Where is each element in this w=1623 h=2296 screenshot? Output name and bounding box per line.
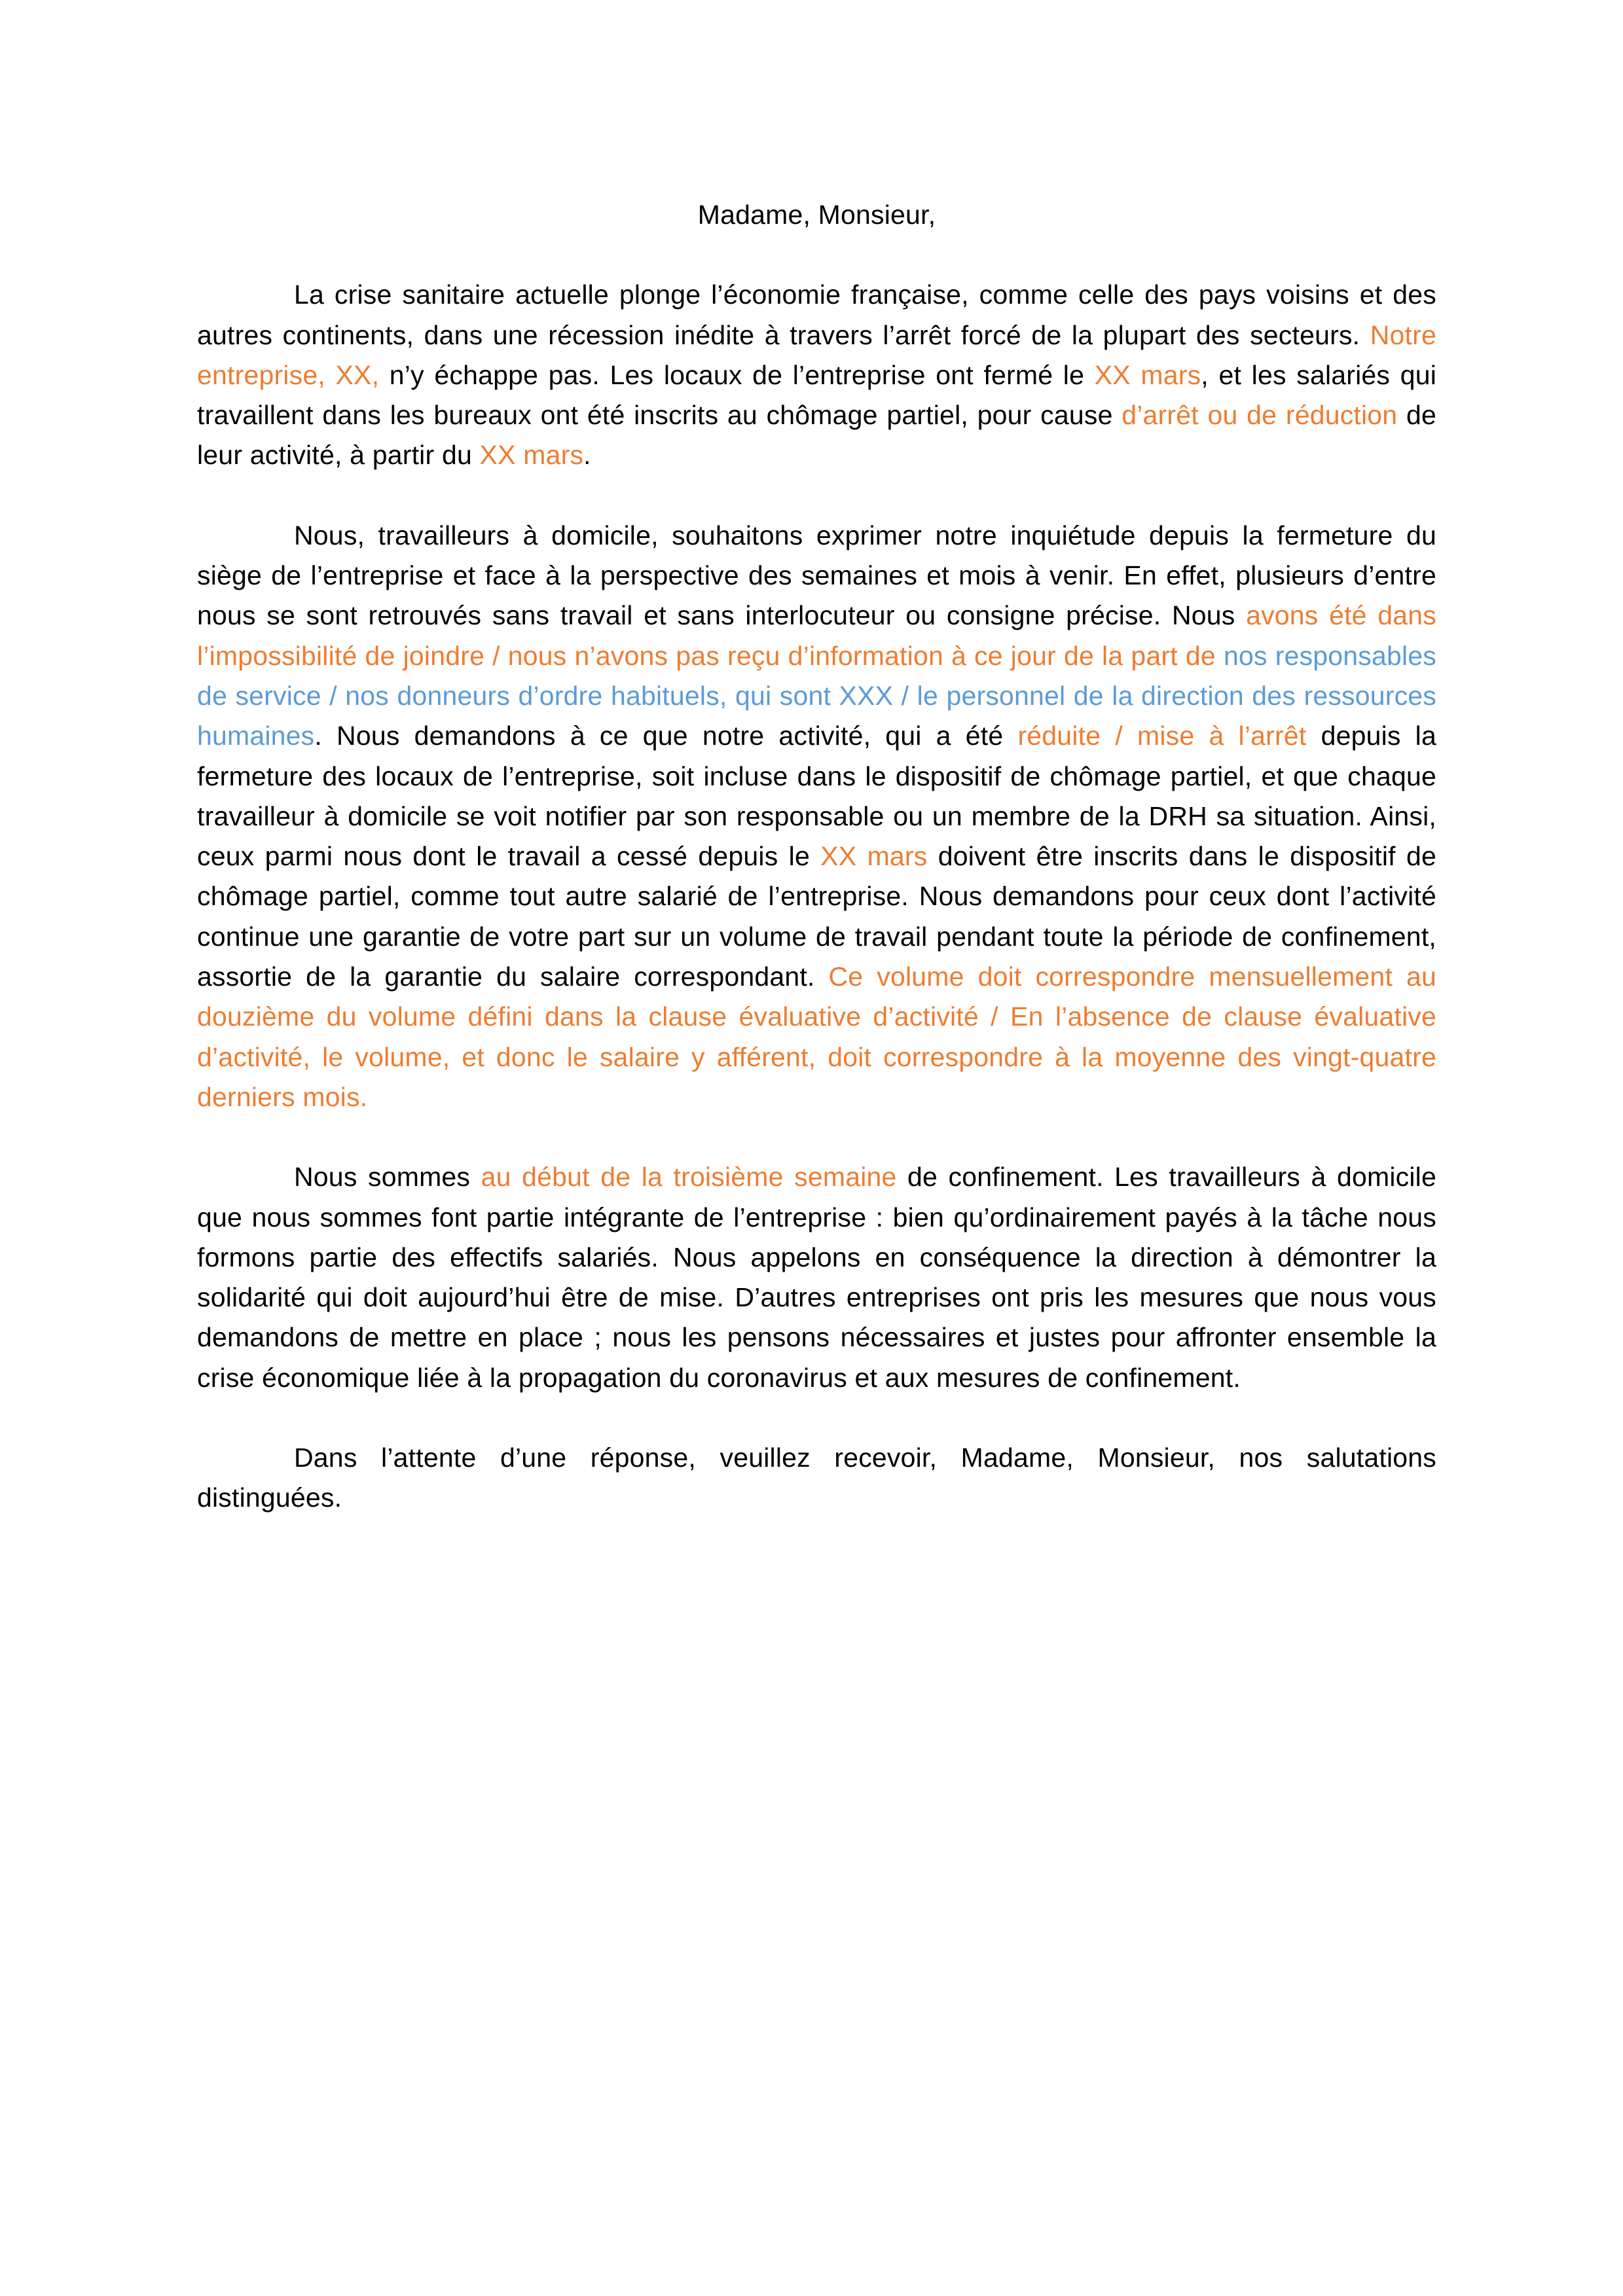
placeholder-closing-date: XX mars <box>1094 359 1201 390</box>
paragraph-text: Nous sommes <box>294 1162 481 1193</box>
placeholder-activity-status: réduite / mise à l’arrêt <box>1017 721 1307 751</box>
paragraph-demands <box>197 516 1436 1117</box>
placeholder-company-name: Notre entreprise, XX, <box>197 319 1436 390</box>
paragraph-text: , et les salariés qui travaillent dans les bureaux ont été inscrits au chômage partiel, pour cause <box>197 359 1437 431</box>
placeholder-contact-status: avons été dans l’impossibilité de joindre / nous n’avons pas reçu d’information à ce jour de la part de <box>197 600 1436 671</box>
paragraph-text: Dans l’attente d’une réponse, veuillez recevoir, Madame, Monsieur, nos salutations distinguées. <box>197 1443 1436 1513</box>
placeholder-contacts: nos responsables de service / nos donneurs d’ordre habituels, qui sont XXX / le personnel de la direction des ressources humaines <box>197 640 1436 751</box>
paragraph-text: . Nous demandons à ce que notre activité, qui a été <box>314 721 1018 751</box>
paragraph-text: . <box>583 440 591 471</box>
placeholder-volume-clause: Ce volume doit correspondre mensuellement au douzième du volume défini dans la clause évaluative d’activité / En l’absence de clause évaluative d’activité, le volume, et donc le salaire y afférent, doit correspondre à la moyenne des vingt-quatre derniers mois. <box>197 961 1436 1112</box>
paragraph-closing <box>197 1438 1436 1518</box>
placeholder-stop-date: XX mars <box>820 841 928 872</box>
paragraph-text: depuis la fermeture des locaux de l’entreprise, soit incluse dans le dispositif de chômage partiel, et que chaque travailleur à domicile se voit notifier par son responsable ou un membre de la DRH sa situation. Ainsi, ceux parmi nous dont le travail a cessé depuis le <box>197 721 1436 872</box>
paragraph-text: n’y échappe pas. Les locaux de l’entreprise ont fermé le <box>379 359 1095 390</box>
paragraph-text: de confinement. Les travailleurs à domicile que nous sommes font partie intégrante de l’entreprise : bien qu’ordinairement payés à la tâche nous formons partie des effectifs salariés. Nous appelons en conséquence la direction à démontrer la solidarité qui doit aujourd’hui être de mise. D’autres entreprises ont pris les mesures que nous vous demandons de mettre en place ; nous les pensons nécessaires et justes pour affronter ensemble la crise économique liée à la propagation du coronavirus et aux mesures de confinement. <box>197 1162 1436 1393</box>
paragraph-text: La crise sanitaire actuelle plonge l’économie française, comme celle des pays voisins et des autres continents, dans une récession inédite à travers l’arrêt forcé de la plupart des secteurs. <box>197 279 1436 350</box>
paragraph-text <box>1216 641 1224 671</box>
letter-salutation: Madame, Monsieur, <box>697 200 936 230</box>
placeholder-start-date: XX mars <box>479 440 584 471</box>
paragraph-context <box>197 275 1436 475</box>
paragraph-solidarity <box>197 1157 1436 1398</box>
paragraph-text: doivent être inscrits dans le dispositif de chômage partiel, comme tout autre salarié de l’entreprise. Nous demandons pour ceux dont l’activité continue une garantie de votre part sur un volume de travail pendant toute la période de confinement, assortie de la garantie du salaire correspondant. <box>197 841 1437 992</box>
placeholder-reason: d’arrêt ou de réduction <box>1122 400 1398 431</box>
letter-body <box>197 195 1436 1518</box>
paragraph-text: Nous, travailleurs à domicile, souhaitons exprimer notre inquiétude depuis la fermeture du siège de l’entreprise et face à la perspective des semaines et mois à venir. En effet, plusieurs d’entre nous se sont retrouvés sans travail et sans interlocuteur ou consigne précise. Nous <box>197 520 1436 631</box>
placeholder-confinement-week: au début de la troisième semaine <box>481 1162 897 1193</box>
paragraph-text: de leur activité, à partir du <box>197 400 1436 471</box>
